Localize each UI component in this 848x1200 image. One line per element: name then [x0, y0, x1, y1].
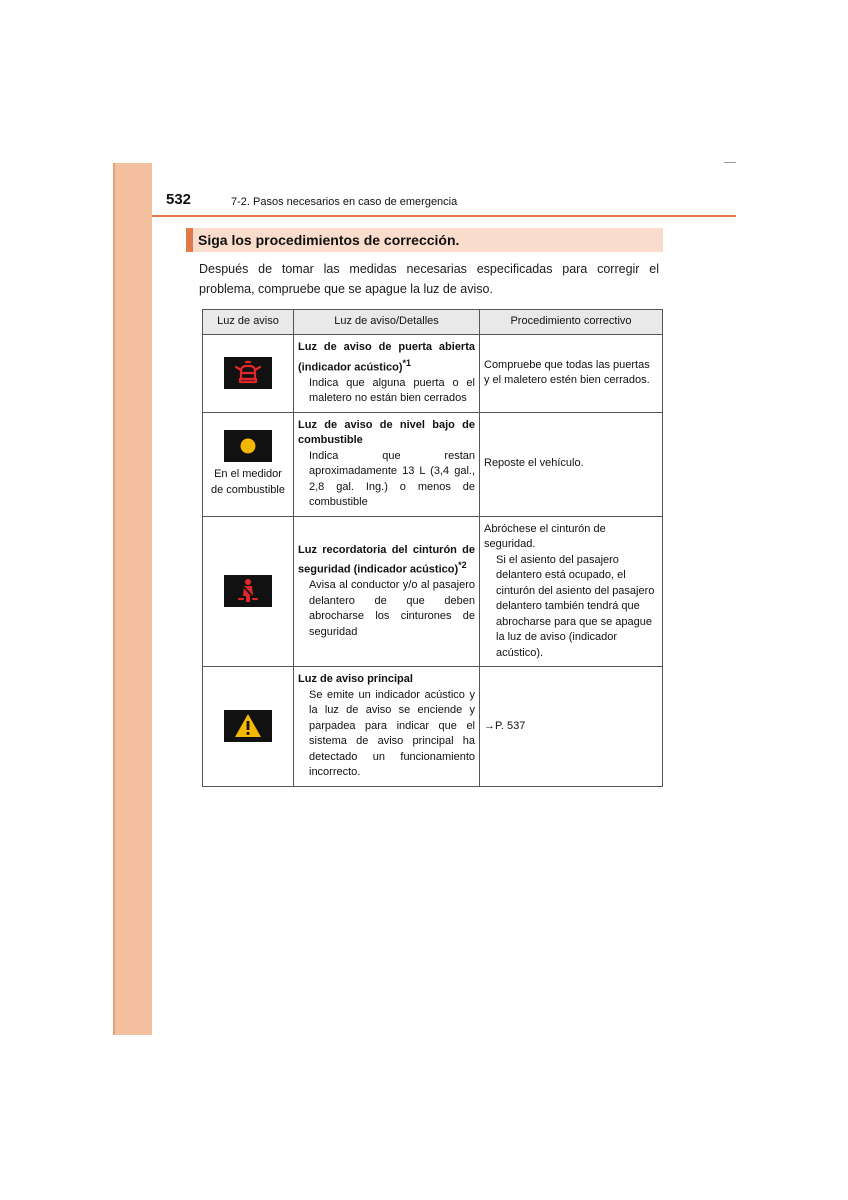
footnote-marker: *2	[458, 560, 467, 571]
seatbelt-reminder-icon	[224, 575, 272, 607]
table-row	[203, 412, 663, 516]
light-title: Luz de aviso principal	[298, 673, 413, 686]
header-warning-light: Luz de aviso	[203, 310, 294, 335]
icon-cell	[203, 667, 294, 787]
header-rule	[152, 215, 736, 217]
procedure-subtext: Si el asiento del pasajero delantero está ocupado, el cinturón del asiento del pasajero delantero también tendrá que abrocharse para que se apague la luz de aviso (indicador acústico).	[496, 553, 655, 659]
light-description: Indica que restan aproximadamente 13 L (3,4 gal., 2,8 gal. Ing.) o menos de combustible	[309, 449, 475, 509]
procedure-cell	[480, 412, 663, 516]
light-title: Luz recordatoria del cinturón de seguridad (indicador acústico)	[298, 543, 475, 576]
light-description: Indica que alguna puerta o el maletero no están bien cerrados	[309, 376, 475, 405]
detail-cell	[294, 667, 480, 787]
header-procedure: Procedimiento correctivo	[480, 310, 663, 335]
detail-cell	[294, 516, 480, 667]
section-title: Siga los procedimientos de corrección.	[198, 232, 460, 248]
section-accent	[186, 228, 193, 252]
page-reference: →P. 537	[484, 719, 526, 732]
procedure-text: Abróchese el cinturón de seguridad.	[484, 522, 606, 551]
procedure-cell	[480, 516, 663, 667]
detail-cell	[294, 412, 480, 516]
procedure-cell	[480, 335, 663, 413]
icon-cell	[203, 335, 294, 413]
light-title: Luz de aviso de puerta abierta (indicador acústico)	[298, 341, 475, 374]
icon-cell	[203, 412, 294, 516]
procedure-text: Compruebe que todas las puertas y el maletero estén bien cerrados.	[484, 358, 650, 387]
master-warning-icon	[224, 710, 272, 742]
icon-cell	[203, 516, 294, 667]
table-header-row	[203, 310, 663, 335]
light-description: Se emite un indicador acústico y la luz de aviso se enciende y parpadea para indicar que el sistema de aviso principal ha detectado un funcionamiento incorrecto.	[309, 688, 475, 779]
table-row	[203, 667, 663, 787]
light-title: Luz de aviso de nivel bajo de combustible	[298, 418, 475, 447]
procedure-text: Reposte el vehículo.	[484, 457, 584, 470]
table-row	[203, 335, 663, 413]
procedure-cell	[480, 667, 663, 787]
page-number: 532	[166, 191, 192, 208]
icon-caption: En el medidor de combustible	[211, 468, 285, 497]
side-tab	[113, 163, 152, 1035]
chapter-title: 7-2. Pasos necesarios en caso de emergencia	[231, 196, 458, 208]
intro-paragraph: Después de tomar las medidas necesarias especificadas para corregir el problema, compruebe que se apague la luz de aviso.	[199, 262, 659, 296]
detail-cell	[294, 335, 480, 413]
table-row	[203, 516, 663, 667]
door-open-warning-icon	[224, 357, 272, 389]
section-heading-bar	[186, 228, 663, 252]
low-fuel-warning-icon	[224, 430, 272, 462]
footnote-marker: *1	[402, 357, 412, 368]
warning-table	[202, 309, 663, 787]
corner-mark	[724, 162, 736, 163]
header-details: Luz de aviso/Detalles	[294, 310, 480, 335]
side-tab-edge	[113, 163, 115, 1035]
light-description: Avisa al conductor y/o al pasajero delantero de que deben abrocharse los cinturones de seguridad	[309, 579, 475, 638]
